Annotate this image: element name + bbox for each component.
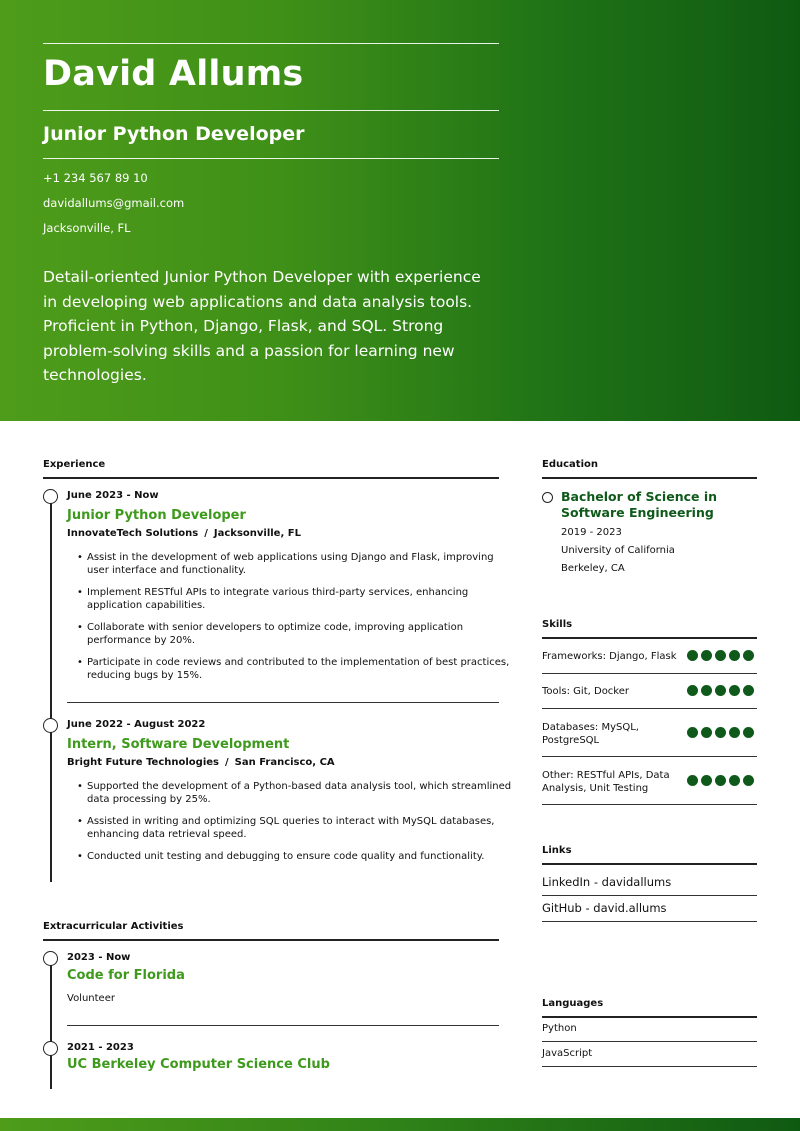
skill-divider [542, 804, 757, 805]
link-github[interactable]: GitHub - david.allums [542, 901, 667, 915]
rating-dot [729, 727, 740, 738]
activity-role: Volunteer [67, 993, 115, 1004]
education-heading: Education [542, 459, 598, 470]
links-heading: Links [542, 845, 572, 856]
skill-rating [687, 685, 754, 696]
timeline-node [43, 951, 58, 966]
skills-rule [542, 637, 757, 639]
header-rule-bottom [43, 158, 499, 159]
education-degree: Bachelor of Science in Software Engineering [561, 489, 718, 520]
language-item: JavaScript [542, 1048, 593, 1059]
job-bullets [77, 780, 517, 872]
skill-label: Frameworks: Django, Flask [542, 651, 677, 662]
activity-title: Code for Florida [67, 968, 185, 983]
rating-dot [743, 650, 754, 661]
rating-dot [729, 650, 740, 661]
contact-location: Jacksonville, FL [43, 221, 131, 235]
activity-divider [67, 1025, 499, 1026]
skill-divider [542, 673, 757, 674]
list-item: • Assisted in writing and optimizing SQL queries to interact with MySQL databases, enhancing data retrieval speed. [77, 815, 517, 841]
skills-heading: Skills [542, 619, 573, 630]
list-item: • Supported the development of a Python-based data analysis tool, which streamlined data processing by 25%. [77, 780, 517, 806]
rating-dot [701, 727, 712, 738]
rating-dot [701, 650, 712, 661]
list-item: • Participate in code reviews and contributed to the implementation of best practices, reducing bugs by 15%. [77, 656, 517, 682]
skill-label: Databases: MySQL, PostgreSQL [542, 722, 639, 746]
rating-dot [687, 775, 698, 786]
list-item: • Assist in the development of web applications using Django and Flask, improving user interface and functionality. [77, 551, 517, 577]
activities-rule [43, 939, 499, 941]
company-location: San Francisco, CA [234, 757, 335, 768]
rating-dot [715, 727, 726, 738]
summary-text: Detail-oriented Junior Python Developer with experience in developing web applications and data analysis tools. Proficient in Python, Django, Flask, and SQL. Strong problem-solving skills and a passion for learning new technologies. [43, 268, 481, 384]
activities-timeline [50, 958, 52, 1089]
footer-bar [0, 1118, 800, 1131]
contact-phone: +1 234 567 89 10 [43, 171, 148, 185]
job-bullets [77, 551, 517, 691]
skill-divider [542, 708, 757, 709]
timeline-node [43, 718, 58, 733]
rating-dot [687, 685, 698, 696]
job-title: Intern, Software Development [67, 737, 290, 752]
rating-dot [715, 685, 726, 696]
skill-rating [687, 727, 754, 738]
language-divider [542, 1066, 757, 1067]
rating-dot [687, 727, 698, 738]
candidate-name: David Allums [43, 54, 304, 94]
rating-dot [743, 727, 754, 738]
contact-email: davidallums@gmail.com [43, 196, 185, 210]
links-rule [542, 863, 757, 865]
education-school: University of California [561, 545, 675, 556]
company-location: Jacksonville, FL [213, 528, 301, 539]
skill-rating [687, 775, 754, 786]
rating-dot [715, 650, 726, 661]
activity-dates: 2021 - 2023 [67, 1042, 134, 1053]
header-rule-mid [43, 110, 499, 111]
company-name: InnovateTech Solutions [67, 528, 199, 539]
rating-dot [687, 650, 698, 661]
language-item: Python [542, 1023, 577, 1034]
job-dates: June 2022 - August 2022 [67, 719, 206, 730]
rating-dot [701, 775, 712, 786]
header-banner [0, 0, 800, 421]
job-divider [67, 702, 499, 703]
job-dates: June 2023 - Now [67, 490, 159, 501]
rating-dot [729, 685, 740, 696]
skill-label: Other: RESTful APIs, Data Analysis, Unit Testing [542, 770, 670, 794]
activities-heading: Extracurricular Activities [43, 921, 184, 932]
languages-rule [542, 1016, 757, 1018]
job-company: Bright Future Technologies / San Francisco, CA [67, 757, 335, 768]
rating-dot [743, 685, 754, 696]
skill-rating [687, 650, 754, 661]
link-divider [542, 895, 757, 896]
job-company: InnovateTech Solutions / Jacksonville, FL [67, 528, 301, 539]
rating-dot [743, 775, 754, 786]
company-name: Bright Future Technologies [67, 757, 219, 768]
activity-dates: 2023 - Now [67, 952, 131, 963]
education-rule [542, 477, 757, 479]
rating-dot [701, 685, 712, 696]
skill-label: Tools: Git, Docker [542, 686, 630, 697]
list-item: • Collaborate with senior developers to optimize code, improving application performance by 20%. [77, 621, 517, 647]
education-location: Berkeley, CA [561, 563, 625, 574]
experience-timeline [50, 496, 52, 882]
languages-heading: Languages [542, 998, 604, 1009]
timeline-node [43, 489, 58, 504]
language-divider [542, 1041, 757, 1042]
rating-dot [715, 775, 726, 786]
timeline-node [43, 1041, 58, 1056]
candidate-role: Junior Python Developer [43, 123, 305, 145]
experience-rule [43, 477, 499, 479]
rating-dot [729, 775, 740, 786]
experience-heading: Experience [43, 459, 106, 470]
skill-divider [542, 756, 757, 757]
education-years: 2019 - 2023 [561, 527, 622, 538]
job-title: Junior Python Developer [67, 508, 246, 523]
list-item: • Implement RESTful APIs to integrate various third-party services, enhancing application capabilities. [77, 586, 517, 612]
link-divider [542, 921, 757, 922]
header-rule-top [43, 43, 499, 44]
education-node [542, 492, 553, 503]
list-item: • Conducted unit testing and debugging to ensure code quality and functionality. [77, 850, 517, 863]
link-linkedin[interactable]: LinkedIn - davidallums [542, 875, 672, 889]
activity-title: UC Berkeley Computer Science Club [67, 1057, 330, 1072]
